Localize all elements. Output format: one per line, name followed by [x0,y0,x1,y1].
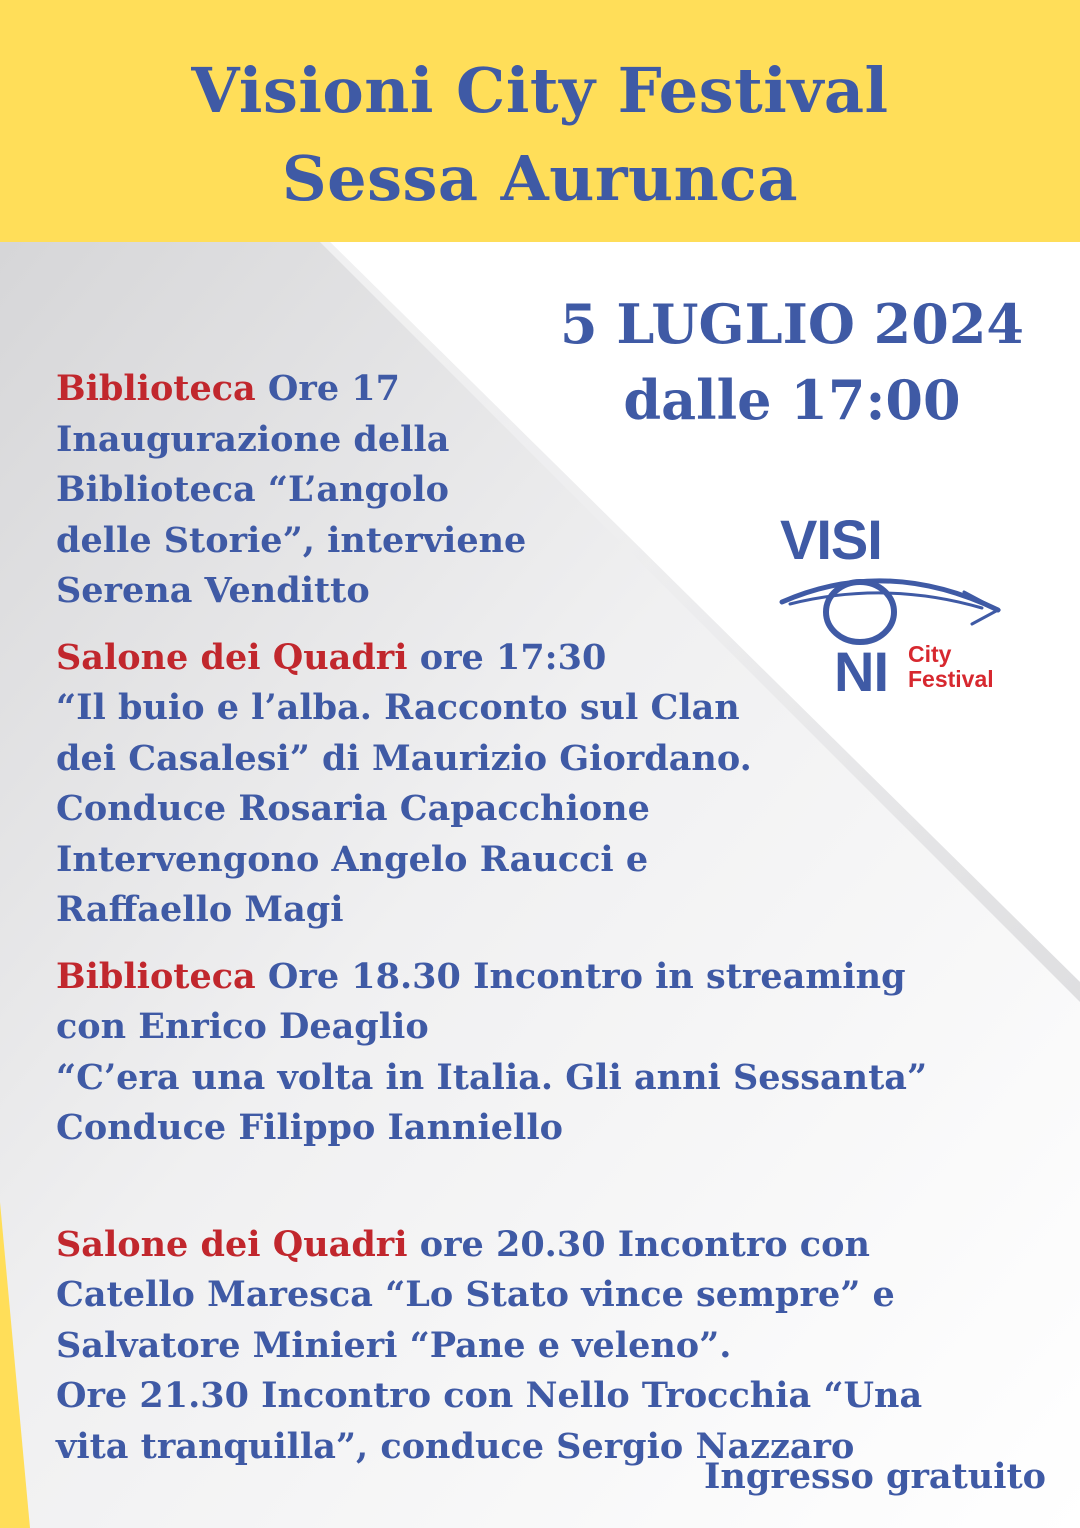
logo-city: City [908,641,952,667]
event-text: vita tranquilla”, conduce Sergio Nazzaro [56,1425,855,1467]
free-entry-note: Ingresso gratuito [704,1456,1046,1497]
event-text: Ore 21.30 Incontro con Nello Trocchia “Una [56,1375,923,1416]
event-text: ore 17:30 [407,636,607,678]
event-text: Catello Maresca “Lo Stato vince sempre” e [56,1274,895,1315]
event-line [56,364,956,415]
time-line: dalle 17:00 [623,368,961,432]
event-text: ore 20.30 Incontro con [407,1223,870,1265]
event-venue: Salone dei Quadri [56,1223,408,1265]
event-venue: Salone dei Quadri [56,636,408,678]
event-text: delle Storie”, interviene [56,519,527,561]
event-item [56,952,956,1154]
event-text: Conduce Rosaria Capacchione [56,788,650,829]
festival-location: Sessa Aurunca [281,142,799,215]
logo-text-visi: VISI [780,508,882,571]
event-text: dei Casalesi” di Maurizio Giordano. [56,737,752,779]
event-item [56,633,956,936]
logo-text-ni: NI [834,640,888,703]
event-text: Inaugurazione della [56,418,450,460]
festival-title: Visioni City Festival [191,54,889,127]
program-list [56,364,956,1472]
header-banner [0,0,1080,242]
event-venue: Biblioteca [56,955,256,997]
event-text: Ore 17 [255,368,400,409]
event-text: Conduce Filippo Ianniello [56,1107,563,1148]
event-item [56,364,956,617]
event-text: Intervengono Angelo Raucci e [56,838,649,880]
event-text: “C’era una volta in Italia. Gli anni Sessanta” [56,1056,928,1098]
event-item [56,1220,956,1473]
event-text: con Enrico Deaglio [56,1006,429,1047]
event-text: Raffaello Magi [56,889,344,930]
event-line [56,1220,956,1271]
event-text: Biblioteca “L’angolo [56,469,450,510]
event-venue: Biblioteca [56,368,256,409]
logo-festival: Festival [908,666,994,692]
event-line [56,633,956,684]
event-text: “Il buio e l’alba. Racconto sul Clan [56,687,740,728]
event-text: Serena Venditto [56,570,370,611]
event-text: Salvatore Minieri “Pane e veleno”. [56,1324,732,1366]
event-line [56,952,956,1003]
date-line: 5 LUGLIO 2024 [560,292,1024,356]
event-text: Ore 18.30 Incontro in streaming [255,955,906,997]
